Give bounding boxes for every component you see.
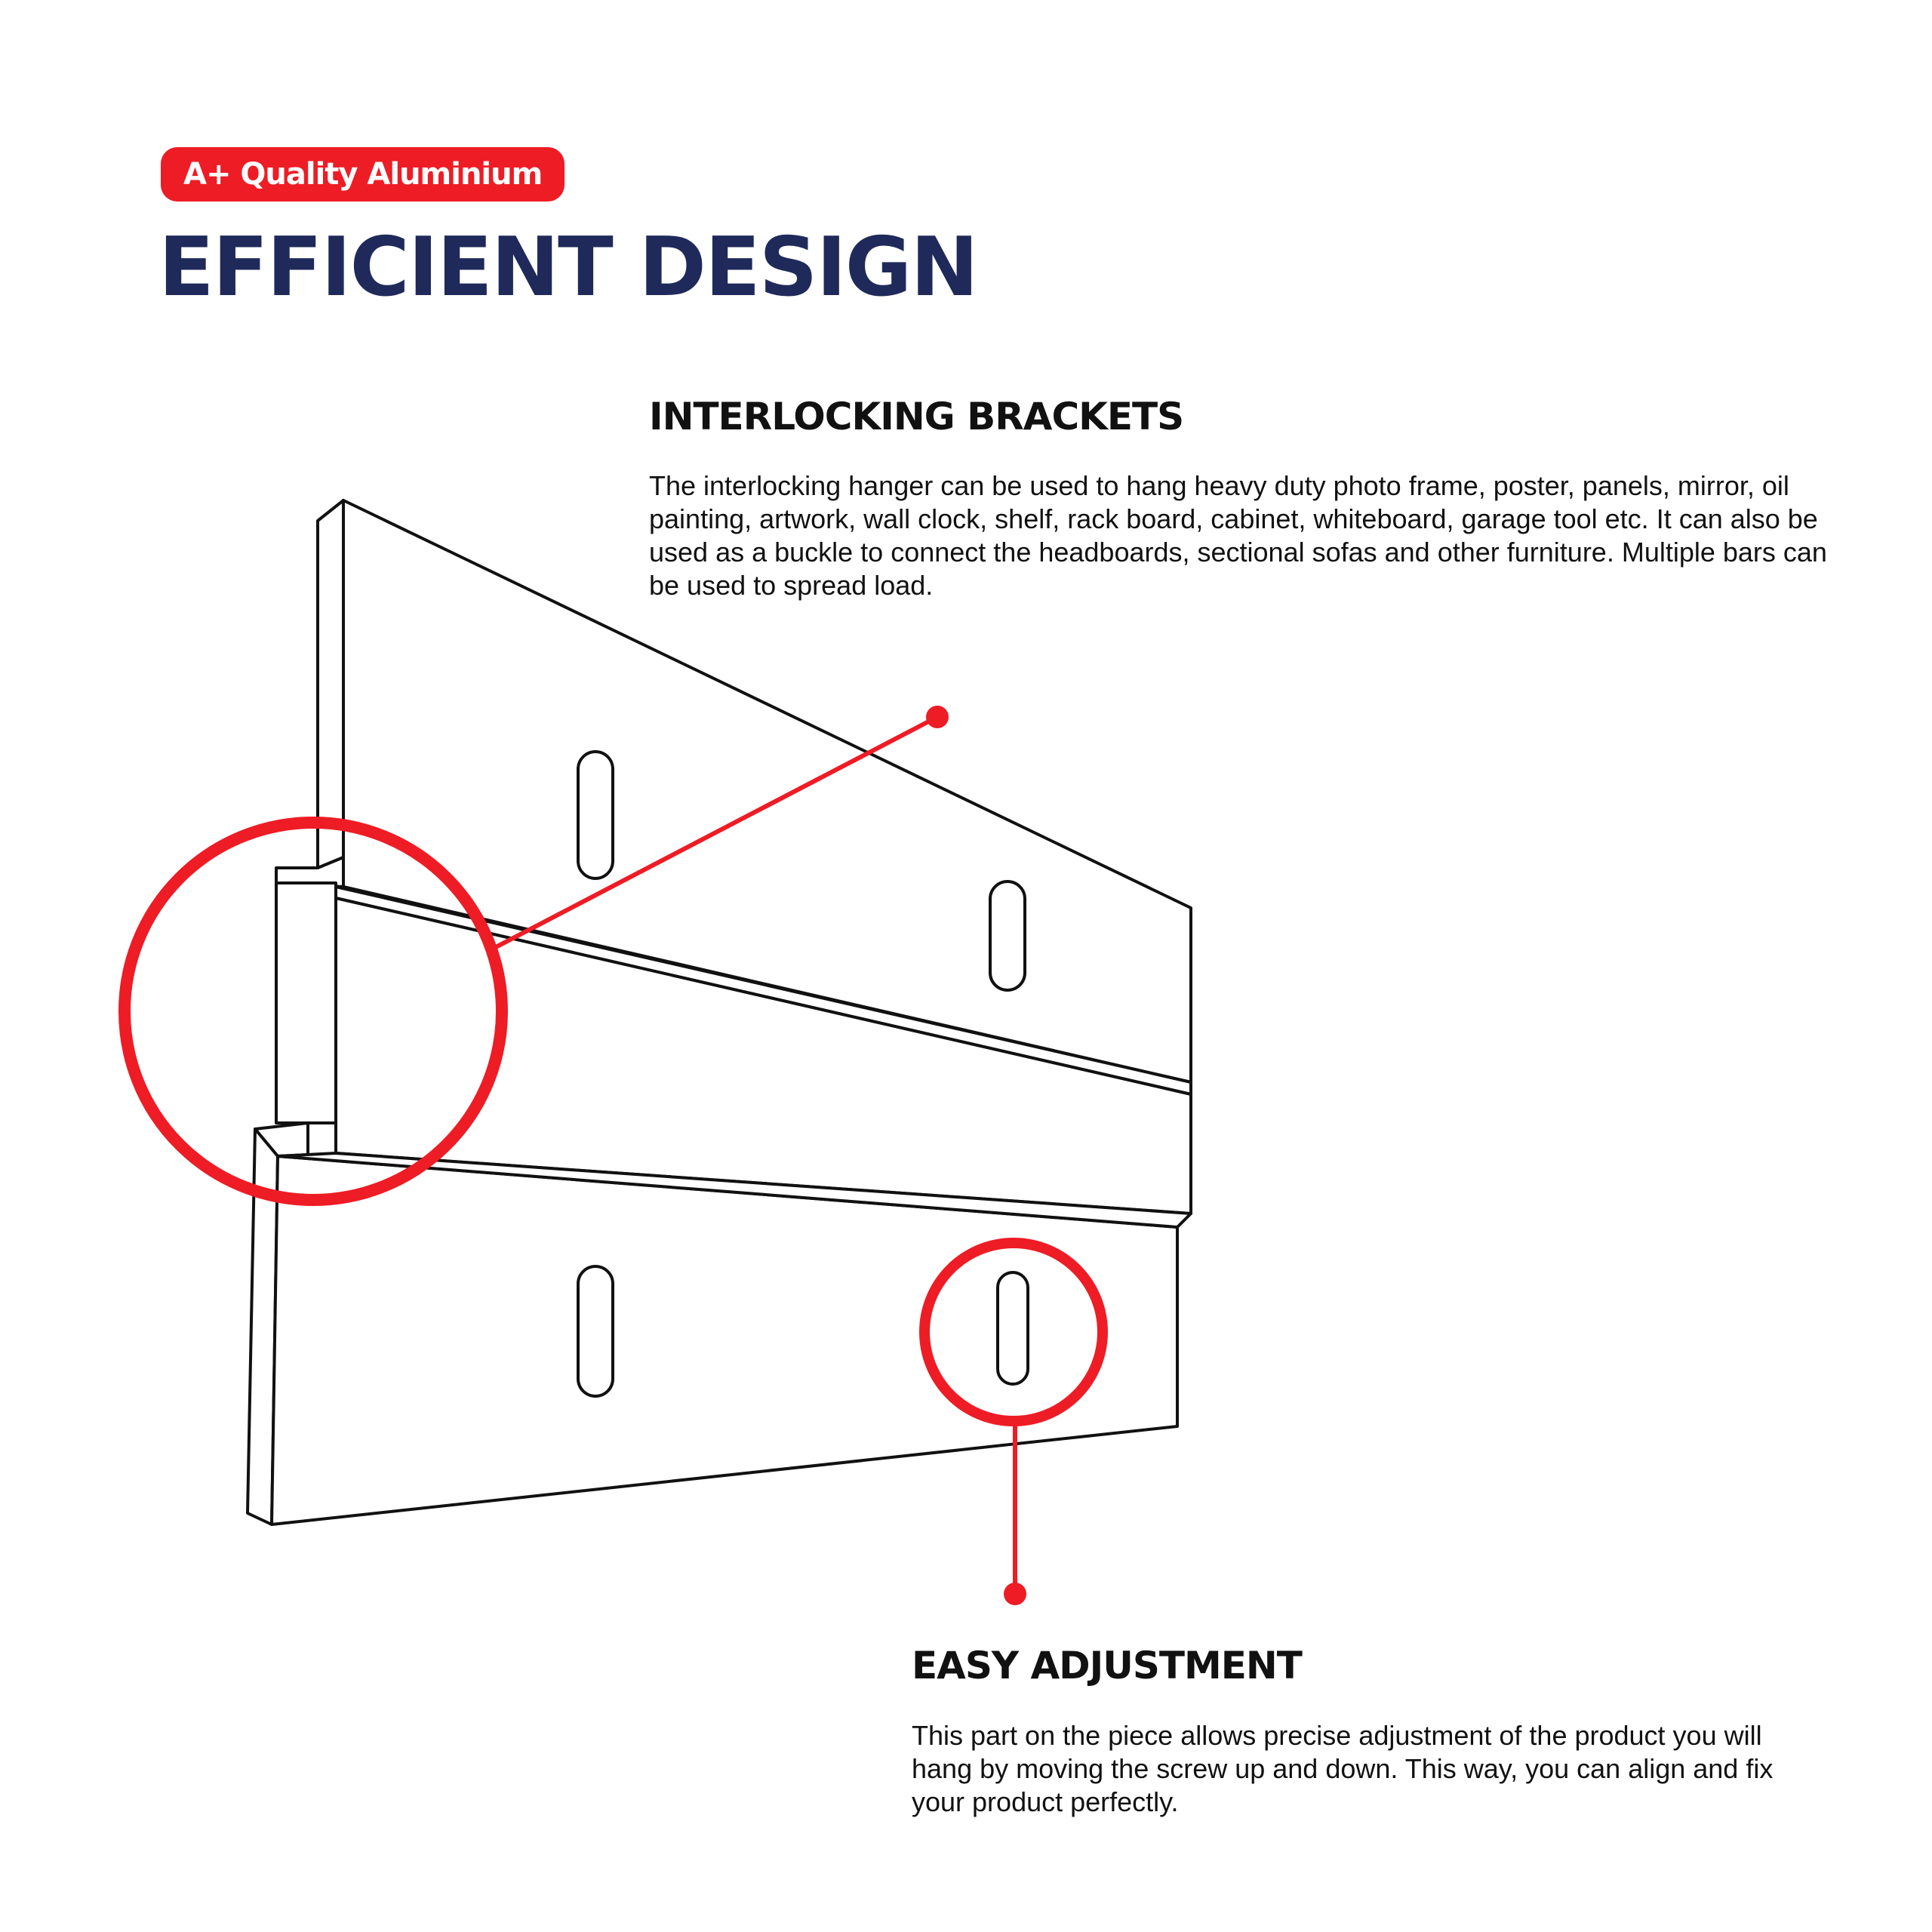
slot-upper-right — [990, 881, 1025, 990]
lower-bracket-flange — [276, 883, 336, 1123]
quality-badge: A+ Quality Aluminium — [161, 147, 565, 202]
easy-adjustment-description: This part on the piece allows precise adjustment of the product you will hang by moving the screw up and down. This way, you can align and fix your product perfectly. — [912, 1720, 1774, 1817]
slot-lower-left — [578, 1266, 613, 1396]
interlock-callout-dot — [926, 706, 949, 728]
easy-adjustment-title: EASY ADJUSTMENT — [912, 1644, 1302, 1687]
interlocking-brackets-title: INTERLOCKING BRACKETS — [649, 395, 1184, 438]
adjustment-callout-dot — [1004, 1583, 1026, 1605]
page-title: EFFICIENT DESIGN — [158, 220, 977, 315]
upper-bracket-edge — [318, 500, 343, 868]
slot-upper-left — [578, 752, 613, 878]
interlocking-brackets-description: The interlocking hanger can be used to hang heavy duty photo frame, poster, panels, mirror, oil painting, artwork, wall clock, shelf, rack board, cabinet, whiteboard, garage tool etc. It can also be used as a buckle to connect the headboards, sectional sofas and other furniture. Multiple bars can be used to spread load. — [649, 470, 1827, 601]
slot-lower-right — [998, 1272, 1028, 1384]
